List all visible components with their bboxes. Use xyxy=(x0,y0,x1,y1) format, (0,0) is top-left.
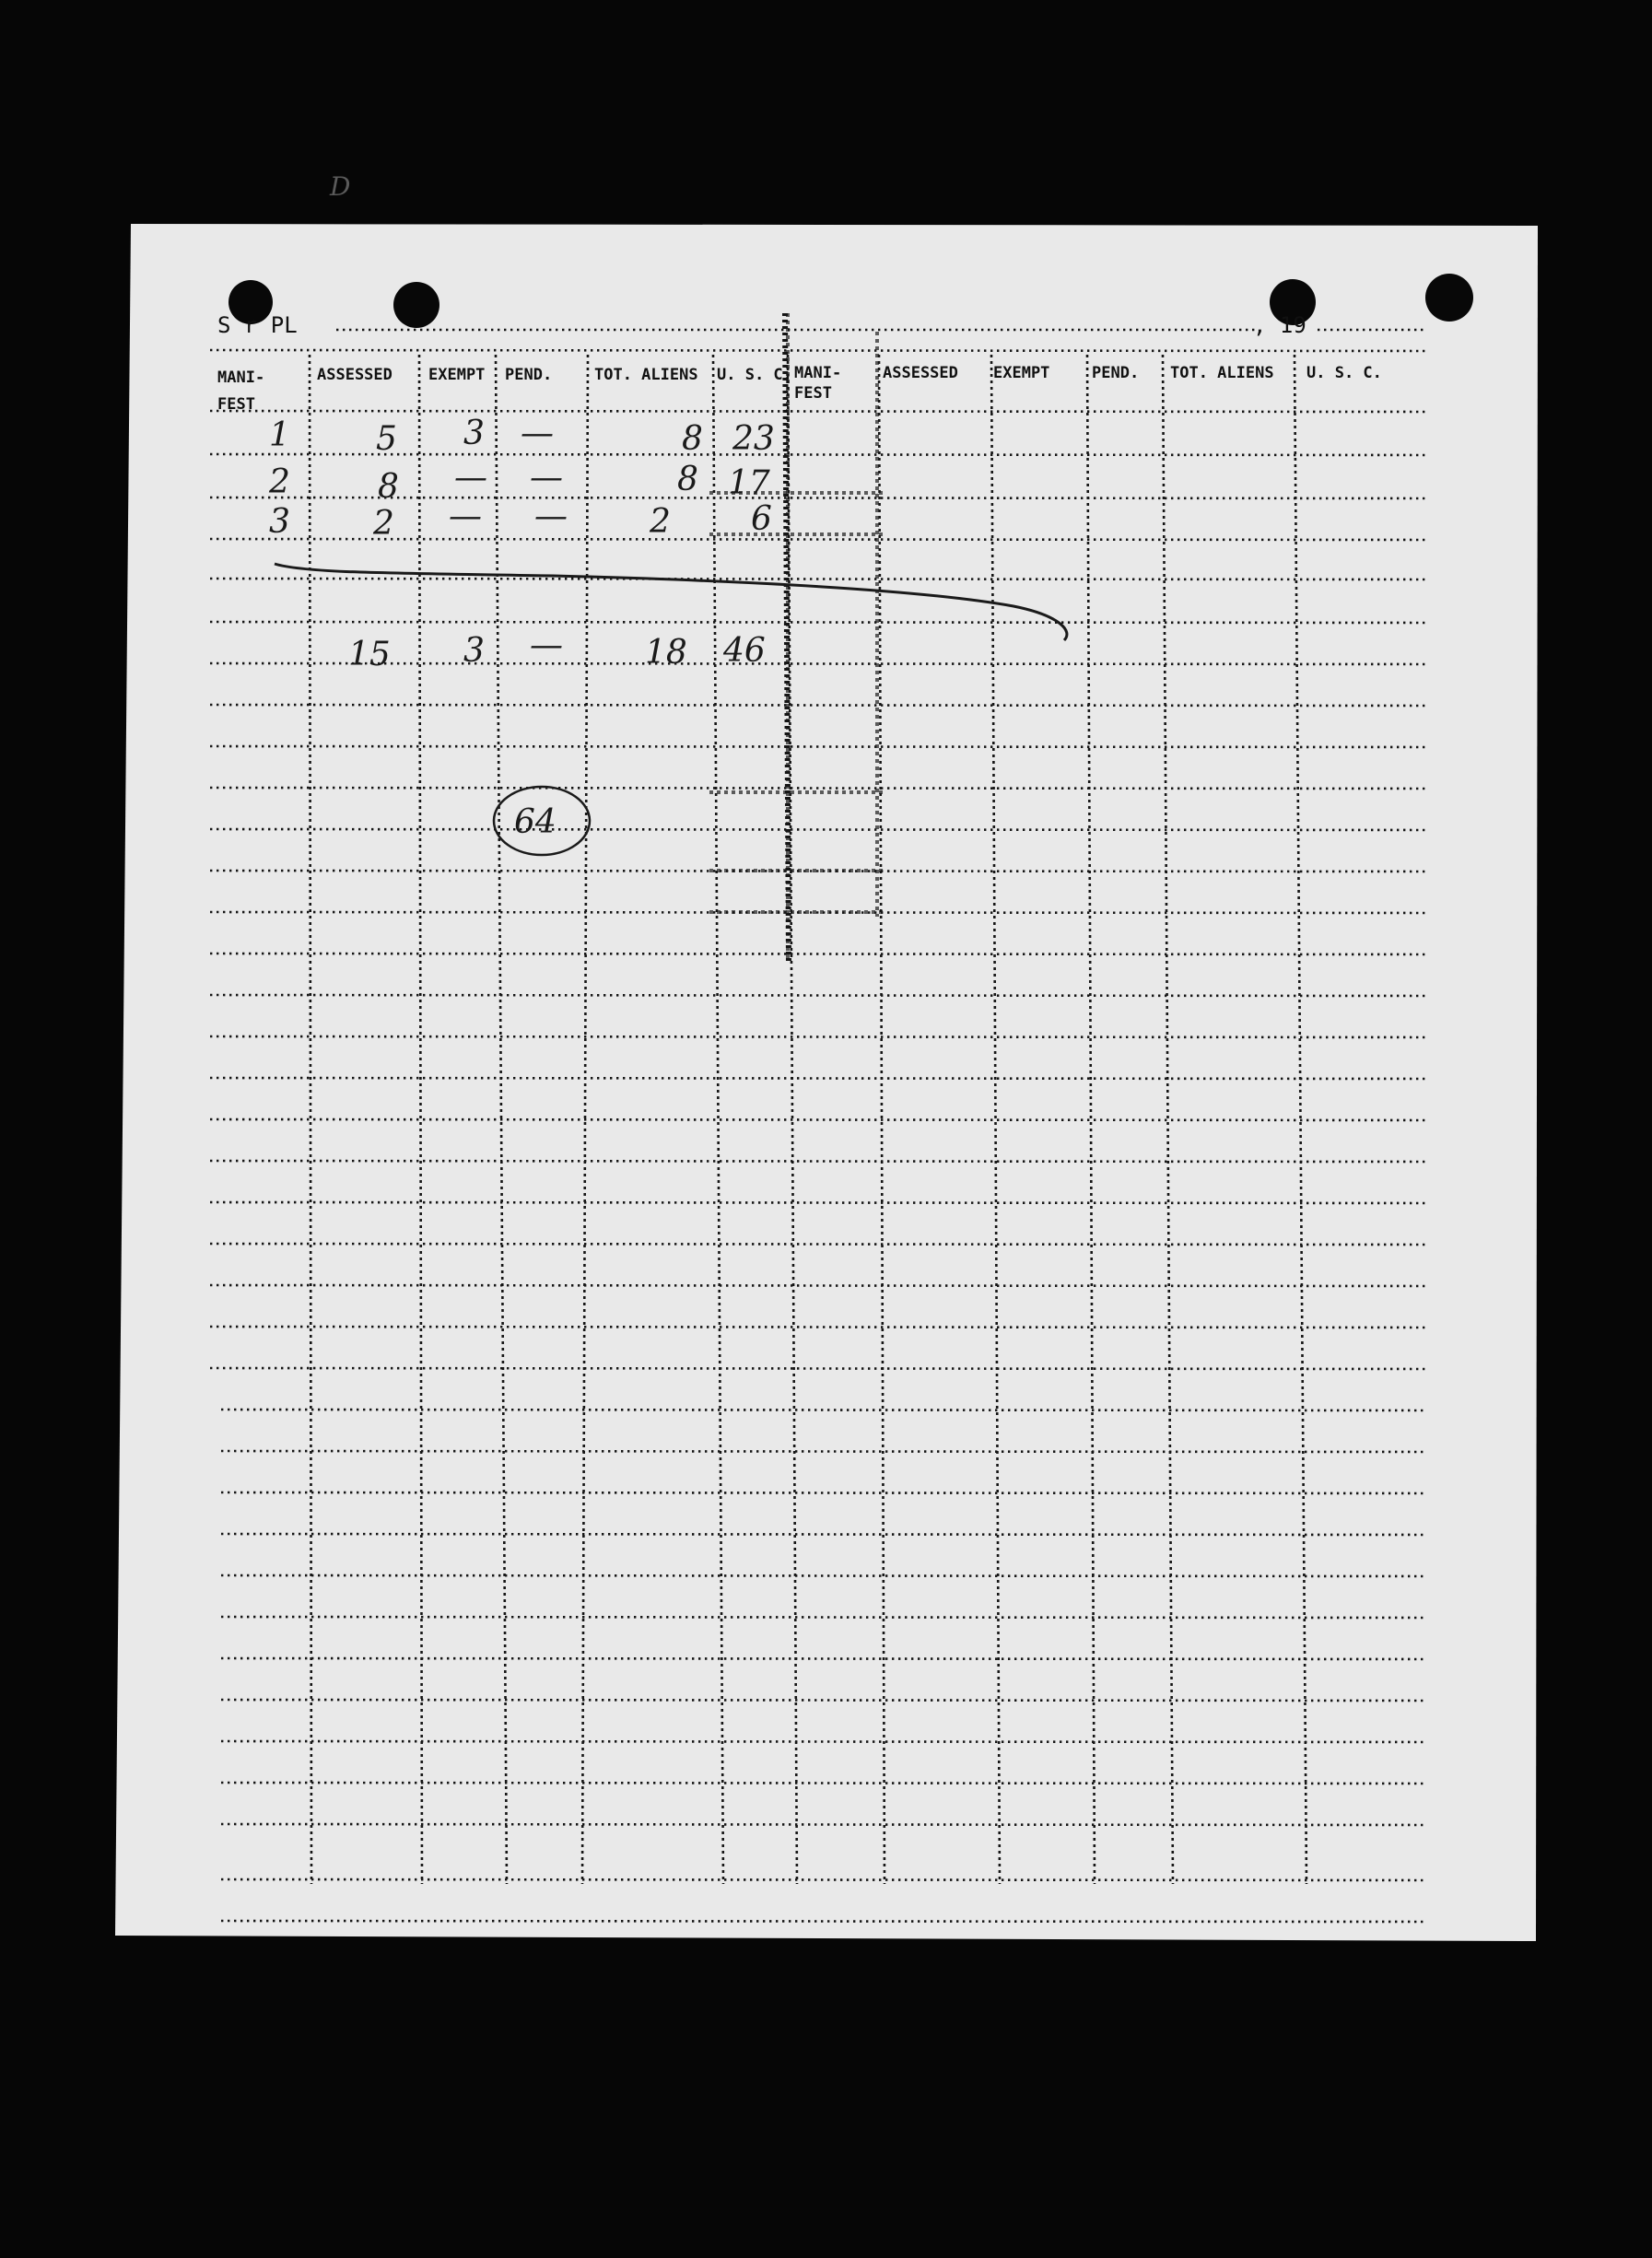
row-1-tot-aliens: 8 xyxy=(682,420,703,458)
header-exempt: EXEMPT xyxy=(993,364,1050,382)
form-row-line xyxy=(210,912,1426,913)
header-usc: U. S. C. xyxy=(717,366,792,384)
form-row-line xyxy=(210,1119,1426,1120)
form-row-line xyxy=(210,350,1426,351)
stray-mark: D xyxy=(330,171,351,202)
row-1-manifest: 1 xyxy=(269,416,290,454)
paper-sheet xyxy=(115,224,1538,1941)
header-assessed: ASSESSED xyxy=(317,366,392,384)
total-pend: — xyxy=(530,626,563,664)
form-row-line xyxy=(210,622,1426,623)
total-tot-aliens: 18 xyxy=(645,634,687,672)
header-manifest-2: FEST xyxy=(794,384,832,403)
form-row-line xyxy=(210,1244,1426,1245)
total-assessed: 15 xyxy=(348,636,391,673)
row-1-assessed: 5 xyxy=(376,420,397,458)
row-2-tot-aliens: 8 xyxy=(677,461,698,498)
header-assessed: ASSESSED xyxy=(883,364,958,382)
row-2-usc: 17 xyxy=(728,464,770,502)
form-row-line xyxy=(210,663,1426,664)
form-row-line xyxy=(210,871,1426,872)
header-pend: PEND. xyxy=(1092,364,1140,382)
form-row-line xyxy=(210,705,1426,706)
form-row-line xyxy=(210,829,1426,830)
row-1-usc: 23 xyxy=(732,420,775,458)
row-1-exempt: 3 xyxy=(463,415,485,452)
row-2-manifest: 2 xyxy=(269,463,290,501)
row-3-tot-aliens: 2 xyxy=(650,503,671,541)
form-row-line xyxy=(210,1202,1426,1203)
form-row-line xyxy=(210,1161,1426,1162)
row-1-pend: — xyxy=(521,415,554,452)
date-label: , 19 xyxy=(1253,312,1306,338)
form-row-line xyxy=(210,746,1426,747)
header-tot-aliens: TOT. ALIENS xyxy=(594,366,698,384)
row-3-manifest: 3 xyxy=(269,503,290,541)
punch-hole-4 xyxy=(1425,274,1473,322)
form-row-line xyxy=(210,1078,1426,1079)
form-row-line xyxy=(210,995,1426,996)
punch-hole-2 xyxy=(393,282,439,328)
circled-note: 64 xyxy=(514,803,557,841)
header-tot-aliens: TOT. ALIENS xyxy=(1170,364,1274,382)
row-3-assessed: 2 xyxy=(373,505,394,543)
form-row-line xyxy=(210,1285,1426,1286)
header-usc: U. S. C. xyxy=(1306,364,1382,382)
header-manifest: MANI- xyxy=(794,364,842,382)
header-manifest-2: FEST xyxy=(217,395,255,414)
row-2-assessed: 8 xyxy=(378,468,399,506)
row-3-pend: — xyxy=(534,497,568,535)
form-row-line xyxy=(210,1368,1426,1369)
row-2-pend: — xyxy=(530,459,563,497)
total-exempt: 3 xyxy=(463,632,485,670)
row-3-exempt: — xyxy=(449,497,482,535)
form-row-line xyxy=(210,788,1426,789)
form-row-line xyxy=(210,411,1426,412)
row-2-exempt: — xyxy=(454,459,487,497)
row-3-usc: 6 xyxy=(751,500,772,538)
header-manifest: MANI- xyxy=(217,369,265,387)
station-label: S r PL xyxy=(217,312,298,338)
total-usc: 46 xyxy=(723,632,766,670)
header-exempt: EXEMPT xyxy=(428,366,486,384)
form-row-line xyxy=(210,1327,1426,1328)
form-row-line xyxy=(210,1036,1426,1037)
header-pend: PEND. xyxy=(505,366,553,384)
